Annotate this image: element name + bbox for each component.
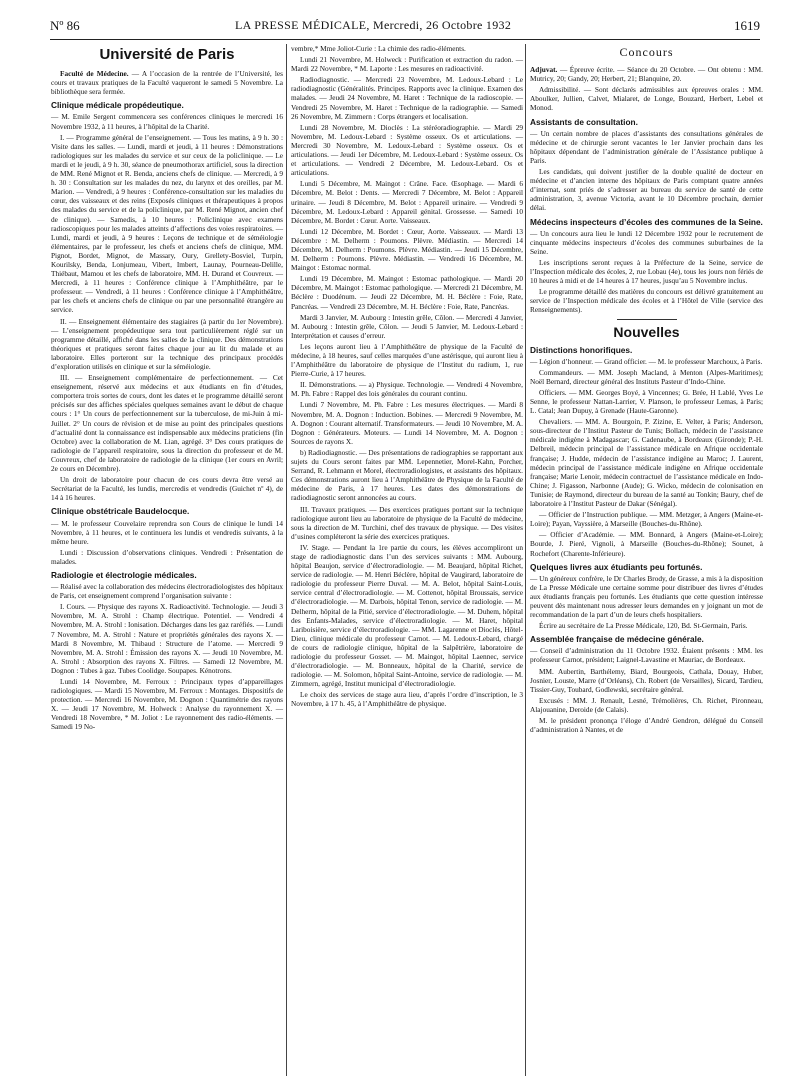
right-column	[530, 44, 763, 736]
middle-column	[291, 44, 523, 711]
section-title: Université de Paris	[99, 46, 235, 63]
distinctions-p6: — Officier d’Académie. — MM. Bonnard, à Angers (Maine-et-Loire); Bourde, J. Pieré, Vignoli, à Marseille (Bouches-du-Rhône); Sounet, à Rochefort (Charente-Inférieure).	[530, 530, 763, 558]
livres-p2: Écrire au secrétaire de La Presse Médicale, 120, Bd. St-Germain, Paris.	[539, 621, 748, 631]
distinctions-p2: Commandeurs. — MM. Joseph Macland, à Menton (Alpes-Maritimes); Noël Bernard, directeur général des Instituts Pasteur d’Indo-Chine.	[530, 367, 763, 386]
middle-p10: II. Démonstrations. — a) Physique. Technologie. — Vendredi 4 Novembre, M. Ph. Fabre : Rappel des lois générales du courant continu.	[291, 380, 523, 399]
radio-p3: Lundi 14 Novembre, M. Ferroux : Principaux types d’appareillages radiologiques. — Mardi 15 Novembre, M. Ferroux : Montages. Dispositifs de protection. — Mercredi 16 Novembre, M. Dognon : Quantimétrie des rayons X. — Jeudi 17 Novembre, M. Holweck : Analyse du rayonnement X. — Vendredi 18 Novembre, * M. Joliot : Le rayonnement des radio-éléments. — Samedi 19 No-	[51, 677, 283, 732]
radio-p1: — Réalisé avec la collaboration des médecins électroradiologistes des hôpitaux de Paris, cet enseignement comprend l’organisation suivante :	[51, 582, 284, 601]
clinique-p5: Un droit de laboratoire pour chacun de ces cours devra être versé au Secrétariat de la Faculté, les lundis, mercredis et vendredis (Guichet nº 4), de 14 à 16 heures.	[51, 475, 283, 503]
middle-p5: Lundi 5 Décembre, M. Maingot : Crâne. Face. Œsophage. — Mardi 6 Décembre, M. Belot : Dents. — Mercredi 7 Décembre, M. Belot : Appareil urinaire. — Jeudi 8 Décembre, M. Belot : Appareil urinaire. — Vendredi 9 Décembre, M. Ledoux-Lebard : Appareil génital. Grossesse. — Samedi 10 Décembre, M. Bordet : Cœur. Aorte. Vaisseaux.	[291, 179, 523, 225]
nouvelles-title: Nouvelles	[613, 324, 680, 341]
adjuvat-title: Adjuvat.	[530, 65, 558, 75]
obst-p2: Lundi : Discussion d’observations cliniques. Vendredi : Présentation de malades.	[51, 547, 283, 566]
masthead	[50, 12, 760, 38]
assemblee-p4: M. le président prononça l’éloge d’André Gendron, délégué du Conseil d’administration à Nantes, et de	[530, 716, 763, 735]
clinique-p4: III. — Enseignement complémentaire de perfectionnement. — Cet enseignement, réservé aux médecins et aux étudiants en fin d’études, comportera trois sortes de cours, dont les dates et le programme détaillé seront précisés sur des affiches spéciales quelques semaines avant le début de chaque cours : 1° Un cours de perfectionnement sur la tuberculose, de mi-Juin à mi-Juillet. 2° Un cours de révision et de mise au point des principales questions d’actualité dont la connaissance est indispensable aux médecins praticiens (fin Octobre) avec la collaboration de M. Lian, agrégé. 3° Des cours pratiques de radiologie de l’appareil respiratoire, sous la direction du professeur et de M. Couvreux, chef de laboratoire de radiologie de la clinique (1er cours en Avril; 2e cours en Décembre).	[51, 373, 283, 474]
assistants-title: Assistants de consultation.	[530, 116, 638, 127]
column-divider	[286, 44, 287, 1076]
livres-title: Quelques livres aux étudiants peu fortunés.	[530, 561, 703, 572]
page-number: 1619	[734, 18, 760, 33]
adjuvat-text: — Épreuve écrite. — Séance du 20 Octobre. — Ont obtenu : MM. Mutricy, 20; Gandy, 20; Herbert, 21; Blanquine, 20.	[530, 65, 763, 84]
obst-p1: — M. le professeur Couvelaire reprendra son Cours de clinique le lundi 14 Novembre, à 11 heures, et le continuera les lundis et vendredis suivants, à la même heure.	[51, 518, 283, 546]
issue-number: Nº 86	[50, 18, 80, 33]
assemblee-p3: Excusés : MM. J. Renault, Lesné, Trémolières, Ch. Richet, Pironneau, Alajouanine, Deroide (de Calais).	[530, 695, 763, 714]
distinctions-p1: — Légion d’honneur. — Grand officier. — M. le professeur Marchoux, à Paris.	[530, 356, 763, 366]
radio-title: Radiologie et électrologie médicales.	[51, 569, 197, 580]
assemblee-p2: MM. Aubertin, Barthélemy, Biard, Bourgeois, Cathala, Douay, Huber, Josnier, Louste, Marre (d’Orléans), Ch. Robert (de Versailles), Sicard, Tardieu, Tissier-Guy, Toubard, Godlewski, secrétaire général.	[530, 666, 763, 694]
middle-p1: vembre,* Mme Joliot-Curie : La chimie des radio-éléments.	[291, 44, 466, 53]
radio-p2: I. Cours. — Physique des rayons X. Radioactivité. Technologie. — Jeudi 3 Novembre, M. A. Strohl : Champ électrique. Potentiel. — Vendredi 4 Novembre, M. A. Strohl : Ionisation. Décharges dans les gaz raréfiés. — Lundi 7 Novembre, M. A. Strohl : Nature et propriétés générales des rayons X. — Mardi 8 Novembre, M. Thibaud : Structure de l’atome. — Mercredi 9 Novembre, M. A. Strohl : Émission des rayons X. — Jeudi 10 Novembre, M. A. Strohl : Absorption des rayons X. Filtres. — Samedi 12 Novembre, M. Dognon : Tubes à gaz. Tubes Coolidge. Soupapes. Kénotrons.	[51, 602, 283, 675]
middle-p3: Radiodiagnostic. — Mercredi 23 Novembre, M. Ledoux-Lebard : Le radiodiagnostic (Généralités. Principes. Rapports avec la clinique. Examen des malades. — Jeudi 24 Novembre, M. Haret : Technique de la radioscopie. — Vendredi 25 Novembre, M. Haret : Technique de la radiographie. — Samedi 26 Novembre, M. Zimmern : Corps étrangers et localisation.	[291, 75, 523, 121]
middle-p8: Mardi 3 Janvier, M. Aubourg : Intestin grêle, Côlon. — Mercredi 4 Janvier, M. Aubourg : Intestin grêle, Côlon. — Jeudi 5 Janvier, M. Ledoux-Lebard : Interprétation et causes d’erreur.	[291, 312, 523, 340]
distinctions-title: Distinctions honorifiques.	[530, 344, 633, 355]
left-column	[51, 44, 283, 734]
inspecteurs-p2: Les inscriptions seront reçues à la Préfecture de la Seine, service de l’Inspection médicale des écoles, 2, rue Lobau (4e), tous les jours non fériés de 10 heures à midi et de 14 heures à 17 heures, jusqu’au 5 Novembre inclus.	[530, 257, 763, 286]
faculte-text: — A l’occasion de la rentrée de l’Université, les cours et travaux pratiques de la Faculté vaqueront le samedi 5 Novembre. La bibliothèque sera fermée.	[51, 69, 283, 97]
header-rule	[50, 39, 760, 40]
middle-p14: IV. Stage. — Pendant la 1re partie du cours, les élèves accompliront un stage de radiodiagnostic dans l’un des services suivants : MM. Aubourg, hôpital Beaujon, service d’électroradiologie. — M. Beaujard, hôpital Richet, service de radiologie. — M. Henri Béclère, hôpital de Vaugirard, laboratoire de radiologie du professeur Pierre Duval. — M. A. Belot, hôpital Saint-Louis, service central d’électroradiologie. — M. Cottenot, hôpital Broussais, service d’électroradiologie. — M. Darbois, hôpital Tenon, service de radiologie. — M. Delherm, hôpital de la Pitié, service d’électroradiologie. — M. Duhem, hôpital des Enfants-Malades, service d’électroradiologie. — M. Haret, hôpital Lariboisière, service d’électroradiologie. — MM. Lagarenne et Dioclès, Hôtel-Dieu, clinique médicale du professeur Carnot. — M. Ledoux-Lebard, chargé de cours de radiologie clinique, hôpital de la Salpêtrière, laboratoire de radiologie du professeur Gosset. — M. Maingot, hôpital Laennec, service d’électroradiologie. — M. Bonneaux, hôpital de la Charité, service de radiologie. — M. Solomon, hôpital Saint-Antoine, service de radiologie. — M. Zimmern, agrégé, Institut municipal d’électroradiologie.	[291, 542, 523, 689]
adjuvat-text2: Admissibilité. — Sont déclarés admissibles aux épreuves orales : MM. Aboulker, Jullien, Calvet, Mialaret, de Longe, Bouzard, Herbert, Lebel et Monod.	[530, 85, 763, 113]
inspecteurs-title: Médecins inspecteurs d’écoles des communes de la Seine.	[530, 216, 763, 227]
middle-p13: III. Travaux pratiques. — Des exercices pratiques portant sur la technique radiologique auront lieu au laboratoire de physique de la Faculté de médecine, sous la direction de M. Turchini, chef des travaux de physique. — Des visites d’usines compléteront la série des exercices pratiques.	[291, 504, 523, 541]
assemblee-p1: — Conseil d’administration du 11 Octobre 1932. Étaient présents : MM. les professeur Carnot, président; Laignel-Lavastine et Mauriac, de Bordeaux.	[530, 646, 763, 665]
assistants-p1: — Un certain nombre de places d’assistants des consultations générales de médecine et de chirurgie seront vacantes le 1er Janvier prochain dans les hôpitaux dépendant de l’administration générale de l’Assistance publique à Paris.	[530, 128, 763, 165]
inspecteurs-p1: — Un concours aura lieu le lundi 12 Décembre 1932 pour le recrutement de cinquante médecins inspecteurs d’écoles des communes suburbaines de la Seine.	[530, 228, 763, 256]
assistants-p2: Les candidats, qui doivent justifier de la double qualité de docteur en médecine et d’ancien interne des hôpitaux de Paris comptant quatre années d’internat, sont priés de s’adresser au bureau du service de santé de cette administration, 3, avenue Victoria, avant le 10 Décembre prochain, dernier délai.	[530, 167, 763, 213]
livres-p1: — Un généreux confrère, le Dr Charles Brody, de Grasse, a mis à la disposition de La Presse Médicale une certaine somme pour distribuer des livres d’études aux étudiants français peu fortunés. Les étudiants que cette question intéresse peuvent dès maintenant nous adresser leurs demandes en y joignant un mot de recommandation de la part d’un de leurs chefs hospitaliers.	[530, 573, 763, 620]
column-divider	[525, 44, 526, 1076]
middle-p15: Le choix des services de stage aura lieu, d’après l’ordre d’inscription, le 3 Novembre, à 17 h. 45, à l’Amphithéâtre de physique.	[291, 690, 523, 709]
faculte-title: Faculté de Médecine.	[60, 69, 129, 79]
middle-p12: b) Radiodiagnostic. — Des présentations de radiographies se rapportant aux sujets du Cours seront faites par MM. Lepennetier, Morel-Kahn, Porcher, Serrand, R. Lehmann et Morel, électroradiologistes, et assistants des hôpitaux. Ces démonstrations auront lieu à l’Amphithéâtre de Physique de la Faculté de médecine de Paris, à 17 heures. Les dates des démonstrations de radiodiagnostic seront annoncées au cours.	[291, 447, 523, 503]
journal-title: LA PRESSE MÉDICALE, Mercredi, 26 Octobre 1932	[235, 18, 512, 32]
clinique-p1: — M. Emile Sergent commencera ses conférences cliniques le mercredi 16 Novembre 1932, à 11 heures, à l’hôpital de la Charité.	[51, 112, 283, 131]
concours-title: Concours	[619, 45, 674, 59]
middle-p7: Lundi 19 Décembre, M. Maingot : Estomac pathologique. — Mardi 20 Décembre, M. Maingot : Estomac pathologique. — Mercredi 21 Décembre, M. Béclère : Duodénum. — Jeudi 22 Décembre, M. H. Béclère : Foie, Rate, Pancréas. — Vendredi 23 Décembre, M. H. Béclère : Foie, Rate, Pancréas.	[291, 274, 523, 311]
obst-title: Clinique obstétricale Baudelocque.	[51, 506, 190, 517]
clinique-title: Clinique médicale propédeutique.	[51, 100, 184, 111]
middle-p6: Lundi 12 Décembre, M. Bordet : Cœur, Aorte. Vaisseaux. — Mardi 13 Décembre : M. Delherm : Poumons. Plèvre. Médiastin. — Mercredi 14 Décembre, M. Delherm : Poumons. Plèvre. Médiastin. — Jeudi 15 Décembre, M. Delherm : Poumons. Plèvre. Médiastin. — Vendredi 16 Décembre, M. Maingot : Estomac normal.	[291, 226, 523, 273]
middle-p9: Les leçons auront lieu à l’Amphithéâtre de physique de la Faculté de médecine, à 18 heures, sauf celles marquées d’une astérisque, qui auront lieu à l’Amphithéâtre du laboratoire de physique de l’Institut du radium, 1, rue Pierre-Curie, à 17 heures.	[291, 341, 523, 379]
middle-p11: Lundi 7 Novembre, M. Ph. Fabre : Les mesures électriques. — Mardi 8 Novembre, M. A. Dognon : Induction. Bobines. — Mercredi 9 Novembre, M. A. Dognon : Courant alternatif. Transformateurs. — Jeudi 10 Novembre, M. A. Dognon : Générateurs. Moteurs. — Lundi 14 Novembre, M. A. Dognon : Sources de rayons X.	[291, 400, 523, 446]
separator	[617, 319, 677, 320]
inspecteurs-p3: Le programme détaillé des matières du concours est délivré gratuitement au service de l’Inspection médicale des écoles et à l’Hôtel de Ville (service des Renseignements).	[530, 287, 763, 315]
distinctions-p3: Officiers. — MM. Georges Boyé, à Vincennes; G. Brée, H Lablé, Yves Le Senne, le professeur Nattan-Larrier, V. Planson, le professeur Lemas, à Paris; L. Catal; Jean Dupuy, à Grenade (Haute-Garonne).	[530, 387, 763, 416]
distinctions-p4: Chevaliers. — MM. A. Bourgoin, P. Zizine, E. Velter, à Paris; Anderson, sous-directeur de l’Institut Pasteur de Tunis; Bollach, médecin de l’assistance médicale indigène à Madagascar; G. Cadenaube, à Bordeaux (Gironde); P.-H. Delbreil, médecin principal de l’assistance médicale en Afrique occidentale française; J. Hudde, médecin de l’assistance indigène au Maroc; J. Laurent, médecin principal de l’assistance médicale indigène en Afrique occidentale française; Marie Lenoir, médecin contractuel de l’assistance médicale en Indo-Chine; J. Figasson, Narbonne (Aude); G. Wicko, médecin de colonisation en Tunisie; de Raymond, directeur du bureau de la santé au Tonkin; Baury, chef de laboratoire à l’Institut Pasteur de Dakar (Sénégal).	[530, 417, 763, 509]
clinique-p3: II. — Enseignement élémentaire des stagiaires (à partir du 1er Novembre). — L’enseignement propédeutique sera tout particulièrement réglé sur un programme détaillé, affiché dans les salles de la clinique. Des démonstrations théoriques et pratiques seront faites chaque jour au lit du malade et au laboratoire. Elles porteront sur la technique des principaux procédés d’exploration utilisés en clinique et sur la séméiologie.	[51, 316, 283, 371]
distinctions-p5: — Officier de l’Instruction publique. — MM. Metzger, à Angers (Maine-et-Loire); Payan, Vayssière, à Marseille (Bouches-du-Rhône).	[530, 510, 763, 529]
middle-p4: Lundi 28 Novembre, M. Dioclès : La stéréoradiographie. — Mardi 29 Novembre, M. Ledoux-Lebard : Système osseux. Os et articulations. — Mercredi 30 Novembre, M. Ledoux-Lebard : Système osseux. Os et articulations. — Jeudi 1er Décembre, M. Ledoux-Lebard : Système osseux. Os et articulations. — Vendredi 2 Décembre, M. Ledoux-Lebard. Os et articulations.	[291, 122, 523, 178]
clinique-p2: I. — Programme général de l’enseignement. — Tous les matins, à 9 h. 30 : Visite dans les salles. — Lundi, mardi et jeudi, à 11 heures : Démonstrations radiologiques sur les malades du service et sur ceux de la policlinique. — Le mardi et le jeudi, à 9 h. 30, séance de pneumothorax artificiel, sous la direction de MM. René Mignot et R. Benda, anciens chefs de clinique. — Mercredi, à 9 h. 30 : Consultation sur les malades du nez, du larynx et des oreilles, par M. Marion. — Vendredi, à 9 heures : Conférence-consultation sur les maladies du cœur, des vaisseaux et des reins (Exposés cliniques et thérapeutiques à propos des malades du service et de la policlinique, par M. René Mignot, ancien chef de clinique). — Samedis, à 10 heures : Policlinique avec examens radioscopiques pour les malades atteints d’affections des voies respiratoires. — Lundi, mardi et jeudi, à 9 heures : Leçons de technique et de séméiologie élémentaires, par le professeur, les chefs et anciens chefs de clinique, MM. Pignot, Bordet, Mignot, de Massary, Oury, Grellety-Bosviel, Turpin, Kourilsky, Benda, Lonjumeau, Vibert, Imbert, Launay, Pourneau-Delille, Thiébaut, Mamou et les chefs de laboratoire, MM. H. Durand et Couvreux. — Mercredi, à 11 heures : Conférence clinique à l’Amphithéâtre, par le professeur. — Vendredi, à 11 heures : Conférence clinique à l’Amphithéâtre, par les chefs et anciens chefs de clinique ou par une personnalité étrangère au service.	[51, 132, 283, 315]
assemblee-title: Assemblée française de médecine générale.	[530, 634, 704, 645]
middle-p2: Lundi 21 Novembre, M. Holweck : Purification et extraction du radon. — Mardi 22 Novembre, * M. Laporte : Les mesures en radioactivité.	[291, 55, 523, 74]
